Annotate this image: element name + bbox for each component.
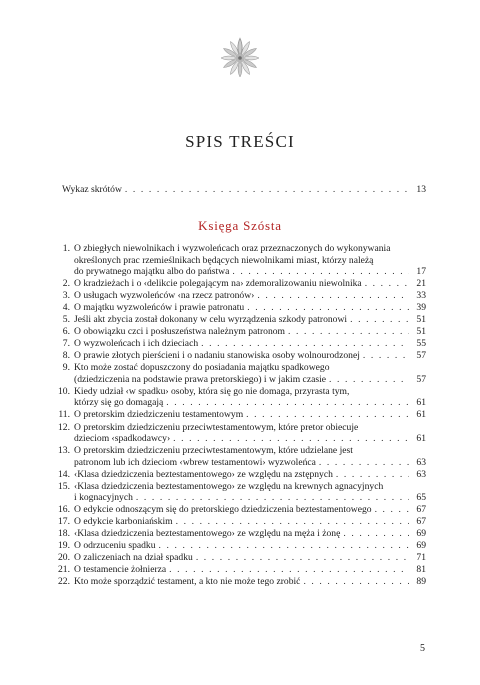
toc-entry-title-line	[74, 302, 426, 314]
toc-entry-title-line	[74, 504, 426, 516]
toc-entry-title: O pretorskim dziedziczeniu testamentowym	[74, 409, 244, 421]
toc-entry-page: 51	[416, 314, 426, 326]
toc-entry-body	[74, 528, 426, 540]
toc-entry-title-line	[74, 290, 426, 302]
toc-entry-page: 71	[416, 552, 426, 564]
toc-entry-body	[74, 552, 426, 564]
toc-entry-body	[74, 362, 426, 385]
toc-entry-title-line	[74, 338, 426, 350]
toc-entry-body	[74, 504, 426, 516]
toc-entry-title-line	[74, 516, 426, 528]
toc-entry[interactable]	[48, 326, 426, 338]
toc-entry[interactable]	[48, 540, 426, 552]
toc-entry-title-line	[74, 469, 426, 481]
toc-entry-title-line: O zbiegłych niewolnikach i wyzwoleńcach oraz przeznaczonych do wykonywania	[74, 243, 391, 254]
leader-dots	[336, 469, 409, 481]
toc-entry-title: którzy się go domagają	[74, 397, 164, 409]
toc-entry-title-line	[74, 350, 426, 362]
toc-entry[interactable]	[48, 576, 426, 588]
toc-entry-page: 69	[416, 528, 426, 540]
toc-abbreviations-row[interactable]	[62, 184, 426, 196]
toc-entry-title-line	[74, 326, 426, 338]
toc-entry-number: 20.	[58, 552, 70, 564]
toc-entry-title: O kradzieżach i o ‹delikcie polegającym na› zdemoralizowaniu niewolnika	[74, 278, 362, 290]
toc-entry-body	[74, 386, 426, 409]
toc-entry-body	[74, 540, 426, 552]
ornament-petal	[221, 56, 237, 60]
toc-entry[interactable]	[48, 314, 426, 326]
toc-entry-body	[74, 314, 426, 326]
page-number: 5	[420, 643, 425, 654]
leader-dots	[173, 433, 409, 445]
toc-entry-number: 10.	[58, 385, 70, 397]
toc-entry-page: 51	[416, 326, 426, 338]
toc-list	[48, 243, 426, 589]
toc-entry-title: O usługach wyzwoleńców ‹na rzecz patronów›	[74, 290, 255, 302]
toc-entry-number: 1.	[62, 243, 70, 254]
ornament-petal	[238, 61, 242, 77]
toc-entry-title-line	[74, 576, 426, 588]
leader-dots	[319, 457, 409, 469]
toc-entry-title: dzieciom ‹spadkodawcy›	[74, 433, 171, 445]
page-title: SPIS TREŚCI	[185, 132, 295, 151]
leader-dots	[303, 576, 409, 588]
toc-entry-title: ‹Klasa dziedziczenia beztestamentowego› ze względu na męża i żonę	[74, 528, 341, 540]
toc-entry-body	[74, 243, 426, 278]
ornament-petal	[243, 56, 259, 60]
toc-entry-title-line	[74, 278, 426, 290]
toc-entry-title-line	[74, 433, 426, 445]
toc-entry-number: 6.	[62, 326, 70, 338]
leader-dots	[166, 397, 409, 409]
toc-entry-page: 55	[416, 338, 426, 350]
leader-dots	[159, 540, 409, 552]
toc-entry-number: 2.	[62, 278, 70, 290]
toc-entry-body	[74, 516, 426, 528]
toc-entry-page: 33	[416, 290, 426, 302]
leader-dots	[375, 504, 409, 516]
leader-dots	[329, 374, 409, 386]
toc-entry-title-line: ‹Klasa dziedziczenia beztestamentowego› ze względu na krewnych agnacyjnych	[74, 480, 384, 492]
leader-dots	[257, 290, 409, 302]
toc-entry-number: 16.	[58, 504, 70, 516]
leader-dots	[169, 564, 409, 576]
book-title: Księga Szósta	[198, 218, 282, 233]
toc-entry-page: 63	[416, 456, 426, 468]
toc-entry-title: O zaliczeniach na dział spadku	[74, 552, 193, 564]
toc-entry-page: 81	[416, 564, 426, 576]
toc-entry-title-line: O pretorskim dziedziczeniu przeciwtestamentowym, które pretor obiecuje	[74, 421, 359, 433]
toc-entry-number: 7.	[62, 338, 70, 350]
toc-entry-title: i kognacyjnych	[74, 492, 133, 504]
toc-entry-number: 5.	[62, 314, 70, 326]
toc-entry-title: Jeśli akt zbycia został dokonany w celu wyrządzenia szkody patronowi	[74, 314, 348, 326]
toc-entry-page: 67	[416, 504, 426, 516]
toc-entry[interactable]	[48, 362, 426, 385]
toc-entry-title: (dziedziczenia na podstawie prawa pretorskiego) i w jakim czasie	[74, 373, 326, 385]
toc-entry-title: patronom lub ich dzieciom ‹wbrew testamentowi› wyzwoleńca	[74, 456, 316, 468]
toc-entry-number: 21.	[58, 564, 70, 576]
toc-entry-title: O prawie złotych pierścieni i o nadaniu stanowiska osoby wolnourodzonej	[74, 350, 360, 362]
toc-entry-title-line	[74, 552, 426, 564]
leader-dots	[363, 350, 409, 362]
toc-entry-number: 3.	[62, 290, 70, 302]
toc-entry[interactable]	[48, 302, 426, 314]
leader-dots	[232, 266, 409, 278]
toc-entry-number: 13.	[58, 445, 70, 457]
toc-entry-number: 18.	[58, 528, 70, 540]
toc-entry[interactable]	[48, 564, 426, 576]
toc-entry-page: 67	[416, 516, 426, 528]
toc-entry-title-line: Kto może zostać dopuszczony do posiadania majątku spadkowego	[74, 362, 330, 374]
toc-entry-title: O obowiązku czci i posłuszeństwa należnym patronom	[74, 326, 286, 338]
toc-entry[interactable]	[48, 278, 426, 290]
toc-entry-page: 57	[416, 373, 426, 385]
toc-entry-number: 14.	[58, 468, 70, 480]
toc-entry[interactable]	[48, 516, 426, 528]
toc-abbreviations-page: 13	[416, 184, 426, 195]
toc-entry[interactable]	[48, 552, 426, 564]
toc-entry[interactable]	[48, 409, 426, 421]
toc-entry[interactable]	[48, 243, 426, 278]
toc-entry-page: 61	[416, 433, 426, 445]
toc-entry-title-line: Kiedy udział ‹w spadku› osoby, która się go nie domaga, przyrasta tym,	[74, 385, 350, 397]
toc-entry-body	[74, 469, 426, 481]
toc-entry-page: 65	[416, 492, 426, 504]
toc-entry-body	[74, 409, 426, 421]
leader-dots	[176, 516, 409, 528]
toc-entry-title-line	[74, 457, 426, 469]
toc-entry-title-line: określonych prac rzemieślnikach będących niewolnikami miast, którzy należą	[74, 254, 374, 266]
toc-entry-title-line	[74, 528, 426, 540]
toc-entry-page: 61	[416, 397, 426, 409]
toc-entry-title: ‹Klasa dziedziczenia beztestamentowego› ze względu na zstępnych	[74, 468, 333, 480]
toc-entry-title: O wyzwoleńcach i ich dzieciach	[74, 338, 199, 350]
toc-entry-title-line	[74, 397, 426, 409]
toc-entry-title: O testamencie żołnierza	[74, 564, 167, 576]
toc-entry-title-line	[74, 564, 426, 576]
toc-entry[interactable]	[48, 504, 426, 516]
toc-entry-body	[74, 278, 426, 290]
leader-dots	[136, 492, 409, 504]
toc-entry-title-line: O pretorskim dziedziczeniu przeciwtestamentowym, które udzielane jest	[74, 445, 353, 457]
toc-entry-body	[74, 422, 426, 445]
toc-entry-body	[74, 445, 426, 468]
leader-dots	[125, 184, 409, 196]
toc-entry-title: O majątku wyzwoleńców i prawie patronatu	[74, 302, 245, 314]
toc-entry-number: 17.	[58, 516, 70, 528]
toc-entry-title-line	[74, 540, 426, 552]
toc-entry-page: 17	[416, 266, 426, 277]
toc-entry-title-line	[74, 409, 426, 421]
leader-dots	[196, 552, 409, 564]
toc-entry[interactable]	[48, 469, 426, 481]
toc-entry[interactable]	[48, 422, 426, 445]
toc-entry[interactable]	[48, 386, 426, 409]
leader-dots	[246, 409, 409, 421]
leader-dots	[343, 528, 409, 540]
toc-entry[interactable]	[48, 481, 426, 504]
toc-entry-title: O edykcie karboniańskim	[74, 516, 173, 528]
toc-entry-number: 12.	[58, 421, 70, 433]
leader-dots	[201, 338, 409, 350]
toc-entry-title: do prywatnego majątku albo do państwa	[74, 266, 230, 277]
toc-entry-body	[74, 481, 426, 504]
toc-entry-title-line	[74, 374, 426, 386]
toc-entry[interactable]	[48, 338, 426, 350]
toc-entry-page: 89	[416, 576, 426, 588]
toc-entry-page: 39	[416, 302, 426, 314]
toc-entry-body	[74, 576, 426, 588]
toc-entry-body	[74, 302, 426, 314]
toc-entry-body	[74, 338, 426, 350]
toc-entry-page: 63	[416, 468, 426, 480]
toc-entry-title: O odrzuceniu spadku	[74, 540, 156, 552]
leader-dots	[288, 326, 409, 338]
toc-entry-number: 15.	[58, 480, 70, 492]
toc-entry-title-line	[74, 266, 426, 278]
toc-entry-number: 4.	[62, 302, 70, 314]
toc-entry-page: 57	[416, 350, 426, 362]
toc-entry-page: 69	[416, 540, 426, 552]
toc-entry-number: 8.	[62, 350, 70, 362]
toc-entry[interactable]	[48, 290, 426, 302]
toc-entry-body	[74, 564, 426, 576]
toc-entry-number: 19.	[58, 540, 70, 552]
toc-entry-body	[74, 326, 426, 338]
leader-dots	[247, 302, 409, 314]
toc-entry-title-line	[74, 314, 426, 326]
toc-entry-number: 9.	[62, 362, 70, 374]
toc-entry[interactable]	[48, 350, 426, 362]
toc-entry-page: 21	[416, 278, 426, 290]
toc-entry-title: Kto może sporządzić testament, a kto nie może tego zrobić	[74, 576, 301, 588]
leader-dots	[350, 314, 409, 326]
toc-entry-title: O edykcie odnoszącym się do pretorskiego dziedziczenia beztestamentowego	[74, 504, 372, 516]
toc-entry-body	[74, 290, 426, 302]
toc-entry-number: 11.	[58, 409, 70, 421]
toc-entry[interactable]	[48, 528, 426, 540]
ornament-icon	[218, 36, 262, 80]
toc-entry-body	[74, 350, 426, 362]
toc-entry-page: 61	[416, 409, 426, 421]
toc-entry[interactable]	[48, 445, 426, 468]
toc-abbreviations-label: Wykaz skrótów	[62, 184, 122, 195]
leader-dots	[365, 278, 409, 290]
toc-entry-number: 22.	[58, 576, 70, 588]
toc-entry-title-line	[74, 492, 426, 504]
